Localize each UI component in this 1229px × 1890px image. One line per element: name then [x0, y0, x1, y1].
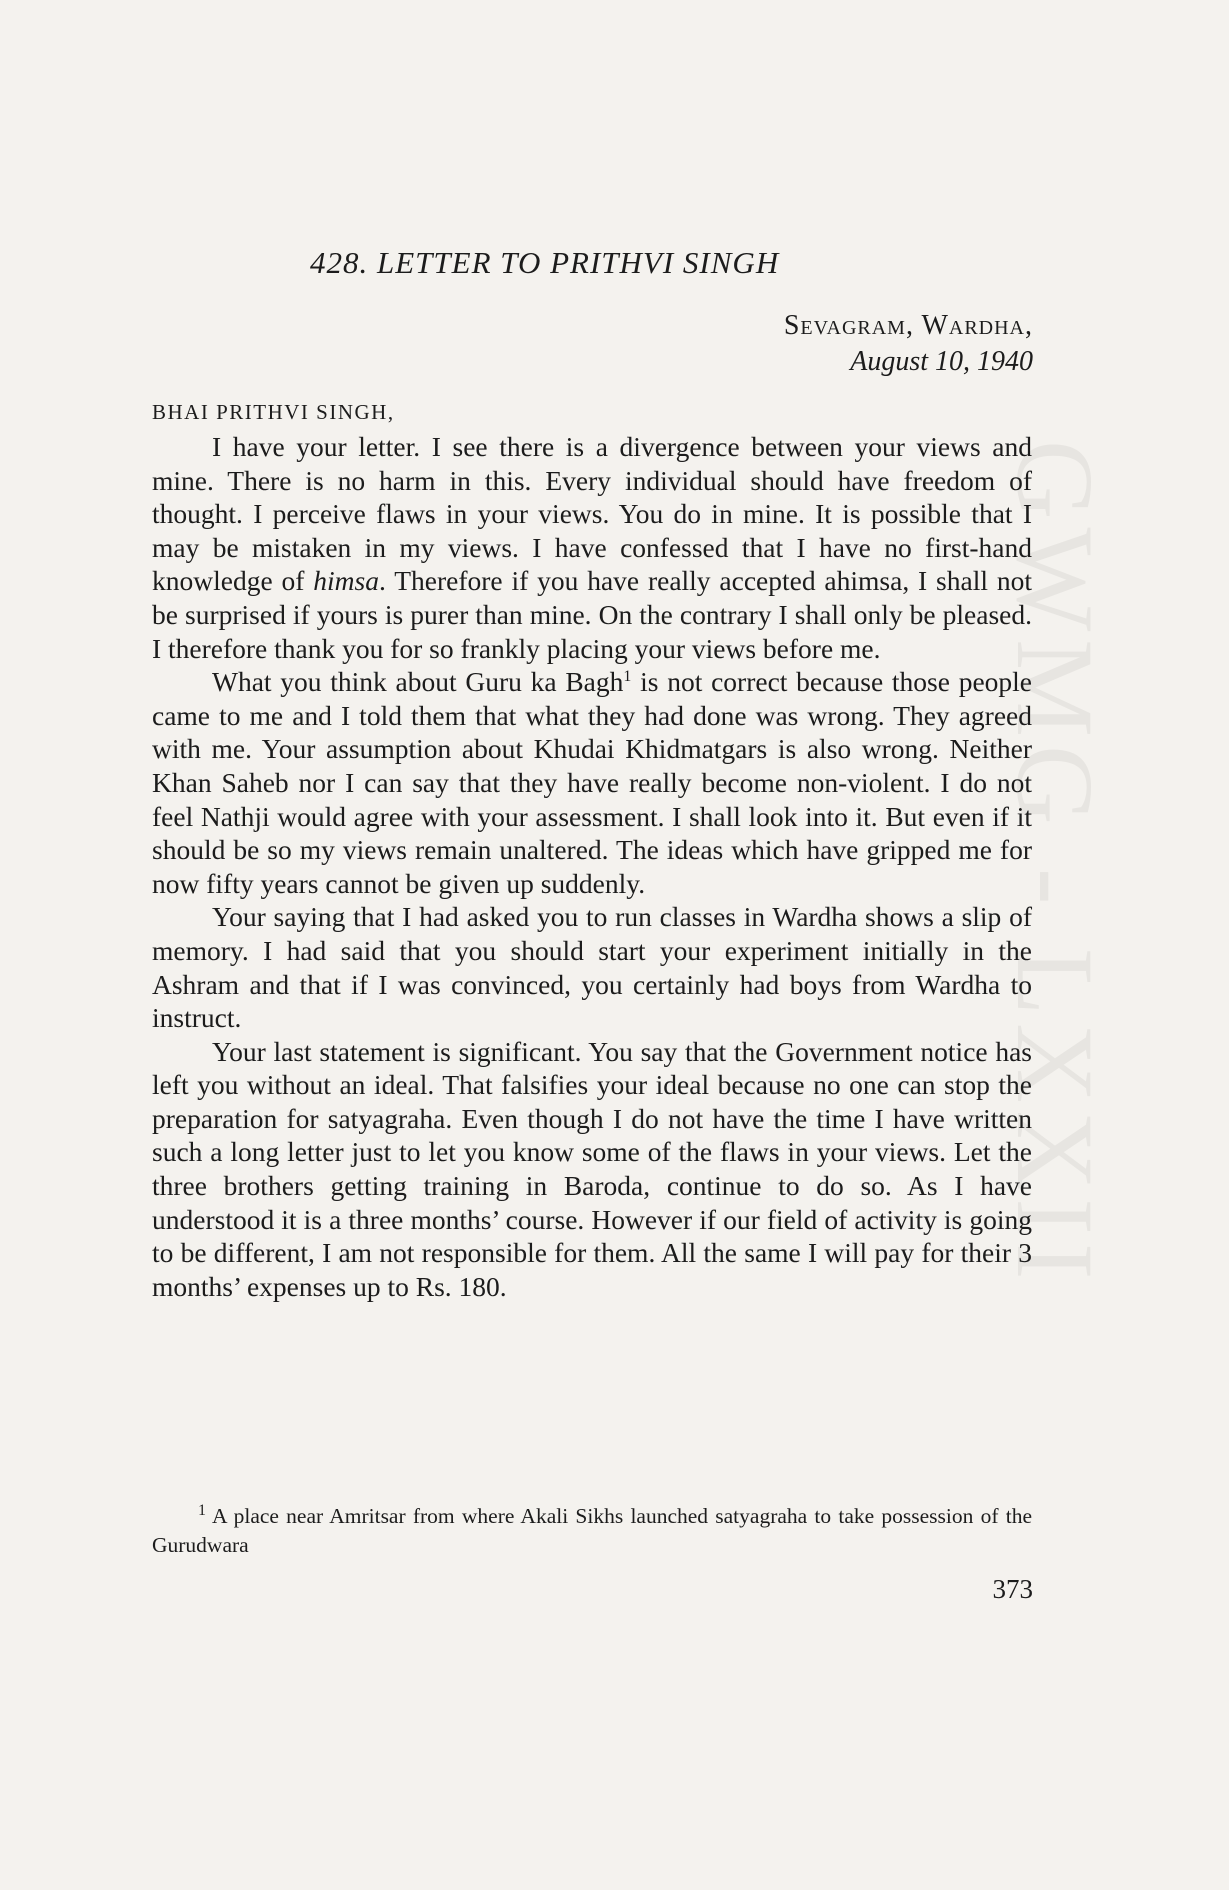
letter-date: August 10, 1940 [850, 346, 1033, 377]
footnote-marker: 1 [198, 1501, 206, 1519]
paragraph-4: Your last statement is significant. You say that the Government notice has left you without an ideal. That falsifies your ideal because no one can stop the preparation for satyagraha. Even though I do not have the time I have written such a long letter just to let you know some of the flaws in your views. Let the three brothers getting training in Baroda, continue to do so. As I have understood it is a three months’ course. However if our field of activity is going to be different, I am not responsible for them. All the same I will pay for their 3 months’ expenses up to Rs. 180. [152, 1035, 1032, 1302]
paragraph-2-text-end: is not correct because those people came to me and I told them that what they had done was wrong. They agreed with me. Your assumption about Khudai Khidmatgars is also wrong. Neither Khan Saheb nor I can say that they have really become non-violent. I do not feel Nathji would agree with your assessment. I shall look into it. But even if it should be so my views remain unaltered. The ideas which have gripped me for now fifty years cannot be given up suddenly. [152, 666, 1033, 899]
paragraph-1-italic: himsa [313, 565, 379, 597]
paragraph-3: Your saying that I had asked you to run classes in Wardha shows a slip of memory. I had said that you should start your experiment initially in the Ashram and that if I was convinced, you certainly had boys from Wardha to instruct. [152, 901, 1032, 1034]
footnote-line [152, 1502, 1032, 1560]
paragraph-1-text: I have your letter. I see there is a divergence between your views and mine. There is no harm in this. Every individual should have freedom of thought. I perceive flaws in your views. You do in mine. It is possible that I may be mistaken in my views. I have confessed that I have no first-hand knowledge of [152, 431, 1032, 597]
letter-title: 428. LETTER TO PRITHVI SINGH [310, 245, 780, 280]
paragraph-1 [152, 430, 1032, 665]
footnote-reference: 1 [623, 668, 632, 685]
footnote-text: A place near Amritsar from where Akali Sikhs launched satyagraha to take possession of the Gurudwara [152, 1504, 1032, 1557]
letter-body [152, 430, 1032, 1303]
paragraph-1-text-end: . Therefore if you have really accepted ahimsa, I shall not be surprised if yours is purer than mine. On the contrary I shall only be pleased. I therefore thank you for so frankly placing your views before me. [152, 565, 1032, 664]
paragraph-2 [152, 665, 1032, 900]
salutation: BHAI PRITHVI SINGH, [152, 400, 395, 424]
page-number: 373 [992, 1574, 1033, 1604]
footnote [152, 1502, 1032, 1560]
watermark: GWMG - LXXII [994, 440, 1116, 1288]
letter-place: Sevagram, Wardha, [783, 310, 1033, 341]
paragraph-2-text: What you think about Guru ka Bagh [212, 666, 624, 698]
